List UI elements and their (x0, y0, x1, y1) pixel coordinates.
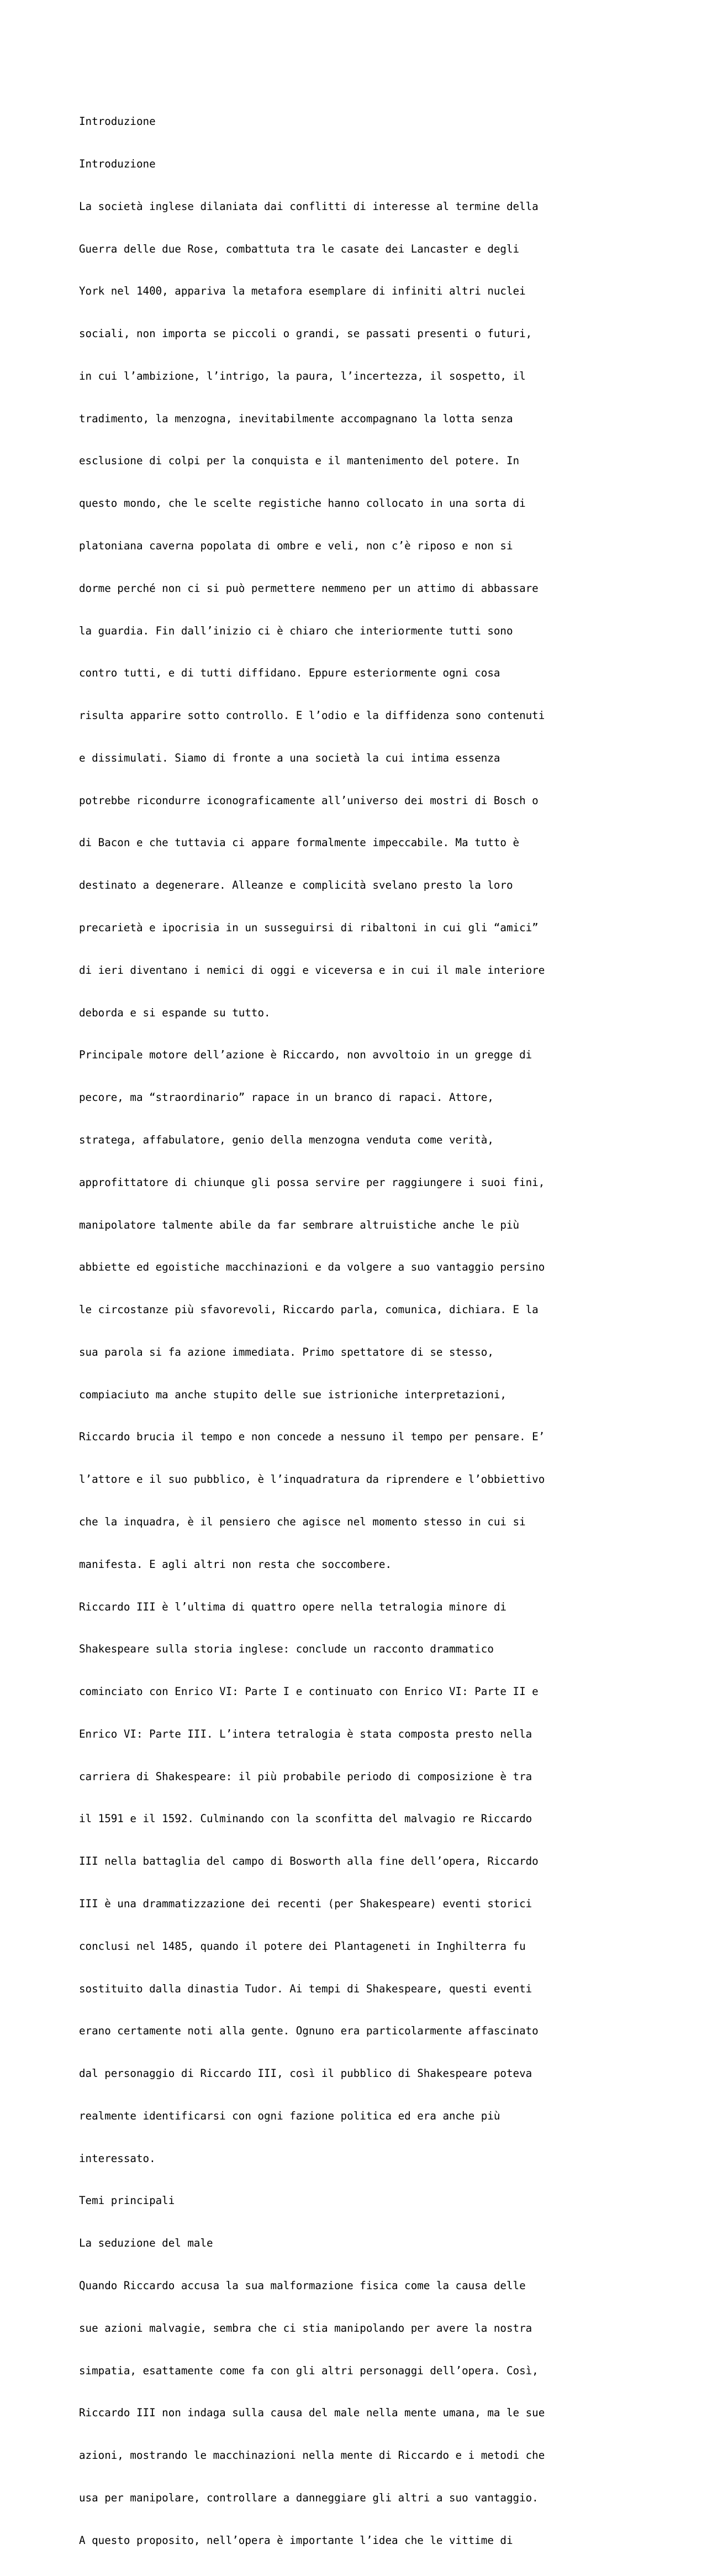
text-line: Riccardo III è l’ultima di quattro opere nella tetralogia minore di (79, 1600, 506, 1613)
text-line: La società inglese dilaniata dai conflitti di interesse al termine della (79, 200, 539, 213)
text-line: stratega, affabulatore, genio della menzogna venduta come verità, (79, 1133, 494, 1146)
text-line: Guerra delle due Rose, combattuta tra le casate dei Lancaster e degli (79, 242, 520, 255)
text-line: abbiette ed egoistiche macchinazioni e da volgere a suo vantaggio persino (79, 1261, 545, 1274)
text-line: platoniana caverna popolata di ombre e veli, non c’è riposo e non si (79, 539, 513, 552)
text-line: realmente identificarsi con ogni fazione politica ed era anche più (79, 2109, 500, 2122)
text-line: pecore, ma “straordinario” rapace in un branco di rapaci. Attore, (79, 1091, 494, 1104)
text-line: manipolatore talmente abile da far sembrare altruistiche anche le più (79, 1218, 520, 1231)
text-line: di Bacon e che tuttavia ci appare formalmente impeccabile. Ma tutto è (79, 836, 520, 849)
heading-line: Introduzione (79, 115, 156, 128)
text-line: A questo proposito, nell’opera è importante l’idea che le vittime di (79, 2533, 513, 2547)
text-line: interessato. (79, 2152, 156, 2165)
text-line: precarietà e ipocrisia in un susseguirsi di ribaltoni in cui gli “amici” (79, 921, 539, 935)
text-line: risulta apparire sotto controllo. E l’odio e la diffidenza sono contenuti (79, 709, 545, 722)
text-line: potrebbe ricondurre iconograficamente all’universo dei mostri di Bosch o (79, 794, 539, 807)
text-line: le circostanze più sfavorevoli, Riccardo parla, comunica, dichiara. E la (79, 1303, 539, 1316)
text-line: sua parola si fa azione immediata. Primo spettatore di se stesso, (79, 1345, 494, 1358)
text-line: e dissimulati. Siamo di fronte a una società la cui intima essenza (79, 751, 500, 764)
text-line: dorme perché non ci si può permettere nemmeno per un attimo di abbassare (79, 581, 539, 595)
text-line: Riccardo III non indaga sulla causa del male nella mente umana, ma le sue (79, 2406, 545, 2420)
text-line: che la inquadra, è il pensiero che agisce nel momento stesso in cui si (79, 1515, 526, 1528)
text-line: di ieri diventano i nemici di oggi e viceversa e in cui il male interiore (79, 963, 545, 977)
text-line: simpatia, esattamente come fa con gli altri personaggi dell’opera. Così, (79, 2364, 539, 2377)
text-line: contro tutti, e di tutti diffidano. Eppure esteriormente ogni cosa (79, 667, 500, 680)
heading-line: La seduzione del male (79, 2237, 213, 2250)
text-line: compiaciuto ma anche stupito delle sue istrioniche interpretazioni, (79, 1388, 506, 1401)
text-line: conclusi nel 1485, quando il potere dei Plantageneti in Inghilterra fu (79, 1939, 526, 1953)
text-line: Enrico VI: Parte III. L’intera tetralogia è stata composta presto nella (79, 1727, 532, 1740)
text-line: carriera di Shakespeare: il più probabile periodo di composizione è tra (79, 1770, 532, 1783)
text-line: manifesta. E agli altri non resta che soccombere. (79, 1557, 392, 1571)
text-line: III è una drammatizzazione dei recenti (per Shakespeare) eventi storici (79, 1897, 532, 1910)
text-line: sue azioni malvagie, sembra che ci stia manipolando per avere la nostra (79, 2321, 532, 2334)
document-text (79, 86, 637, 2576)
heading-line: Temi principali (79, 2194, 175, 2207)
text-line: Principale motore dell’azione è Riccardo, non avvoltoio in un gregge di (79, 1048, 532, 1062)
text-line: il 1591 e il 1592. Culminando con la sconfitta del malvagio re Riccardo (79, 1812, 532, 1825)
text-line: sociali, non importa se piccoli o grandi, se passati presenti o futuri, (79, 327, 532, 340)
text-line: erano certamente noti alla gente. Ognuno era particolarmente affascinato (79, 2024, 539, 2038)
text-line: dal personaggio di Riccardo III, così il pubblico di Shakespeare poteva (79, 2067, 532, 2080)
heading-line: Introduzione (79, 157, 156, 170)
text-line: Riccardo brucia il tempo e non concede a nessuno il tempo per pensare. E’ (79, 1430, 545, 1444)
text-line: la guardia. Fin dall’inizio ci è chiaro che interiormente tutti sono (79, 624, 513, 637)
text-line: esclusione di colpi per la conquista e il mantenimento del potere. In (79, 454, 520, 468)
text-line: azioni, mostrando le macchinazioni nella mente di Riccardo e i metodi che (79, 2449, 545, 2462)
text-line: Quando Riccardo accusa la sua malformazione fisica come la causa delle (79, 2279, 526, 2292)
text-line: l’attore e il suo pubblico, è l’inquadratura da riprendere e l’obbiettivo (79, 1473, 545, 1486)
text-line: York nel 1400, appariva la metafora esemplare di infiniti altri nuclei (79, 285, 526, 298)
text-line: Shakespeare sulla storia inglese: conclude un racconto drammatico (79, 1643, 494, 1656)
text-line: usa per manipolare, controllare a danneggiare gli altri a suo vantaggio. (79, 2491, 539, 2504)
text-line: in cui l’ambizione, l’intrigo, la paura, l’incertezza, il sospetto, il (79, 369, 526, 382)
text-line: sostituito dalla dinastia Tudor. Ai tempi di Shakespeare, questi eventi (79, 1982, 532, 1995)
text-line: tradimento, la menzogna, inevitabilmente accompagnano la lotta senza (79, 412, 513, 425)
text-line: III nella battaglia del campo di Bosworth alla fine dell’opera, Riccardo (79, 1855, 539, 1868)
text-line: cominciato con Enrico VI: Parte I e continuato con Enrico VI: Parte II e (79, 1685, 539, 1698)
text-line: approfittatore di chiunque gli possa servire per raggiungere i suoi fini, (79, 1176, 545, 1189)
text-line: questo mondo, che le scelte registiche hanno collocato in una sorta di (79, 497, 526, 510)
text-line: destinato a degenerare. Alleanze e complicità svelano presto la loro (79, 879, 513, 892)
text-line: deborda e si espande su tutto. (79, 1006, 271, 1019)
